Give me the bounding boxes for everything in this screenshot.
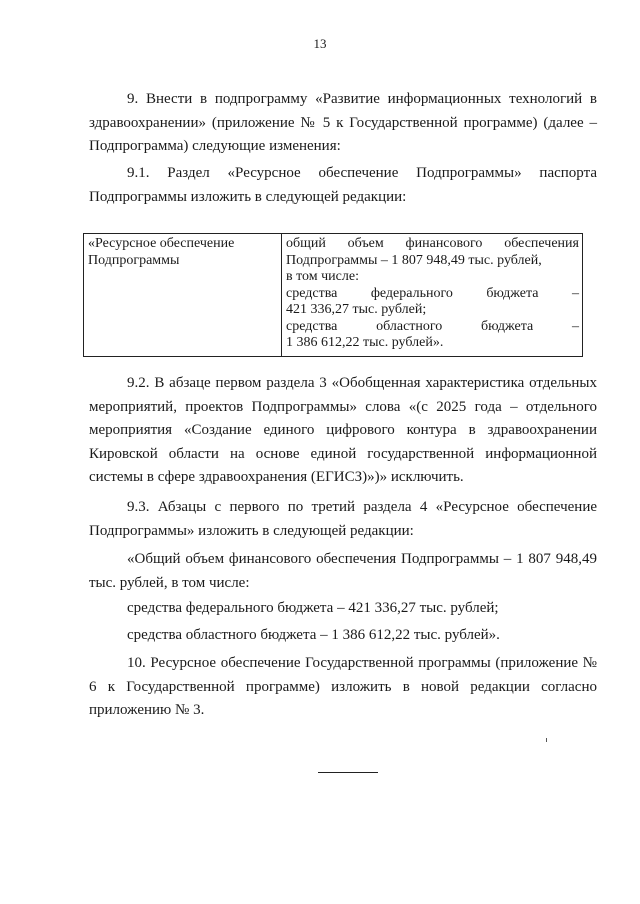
paragraph-9 (89, 88, 597, 159)
scan-mark (546, 738, 547, 742)
word: – (572, 318, 579, 334)
word: финансового (405, 236, 483, 251)
table-line: Подпрограммы – 1 807 948,49 тыс. рублей, (286, 252, 542, 268)
word: областного (376, 318, 443, 334)
table-line: 421 336,27 тыс. рублей; (286, 302, 427, 317)
paragraph-federal-funds-text: средства федерального бюджета – 421 336,27 тыс. рублей; (127, 600, 499, 616)
end-separator-line (318, 772, 378, 773)
word: средства (286, 318, 338, 334)
paragraph-10-text: 10. Ресурсное обеспечение Государственной программы (приложение № 6 к Государственной программе) изложить в новой редакции согласно приложению № 3. (89, 655, 597, 718)
word: обеспечения (504, 236, 579, 251)
table-line: 1 386 612,22 тыс. рублей». (286, 335, 444, 350)
word: федерального (370, 285, 453, 301)
word: – (571, 285, 579, 301)
table-line-justified (286, 319, 579, 336)
table-row (84, 234, 583, 357)
resource-table (83, 233, 583, 357)
table-line-justified (286, 286, 579, 303)
word: общий (286, 236, 326, 251)
word: бюджета (481, 318, 534, 334)
paragraph-regional-funds (89, 624, 597, 648)
paragraph-total-funding (89, 548, 597, 595)
paragraph-10 (89, 652, 597, 723)
paragraph-total-funding-text: «Общий объем финансового обеспечения Подпрограммы – 1 807 948,49 тыс. рублей, в том числе: (89, 551, 597, 591)
paragraph-9-2-text: 9.2. В абзаце первом раздела 3 «Обобщенная характеристика отдельных мероприятий, проектов Подпрограммы» слова «(с 2025 года – отдельного мероприятия «Создание единого цифрового контура в здравоохранении Кировской области на основе единой государственной информационной системы в сфере здравоохранения (ЕГИСЗ)»)» исключить. (89, 375, 597, 485)
paragraph-regional-funds-text: средства областного бюджета – 1 386 612,22 тыс. рублей». (127, 627, 500, 643)
word: средства (286, 285, 338, 301)
table-left-cell: «Ресурсное обеспечение Подпрограммы (84, 234, 282, 357)
table-line-justified (286, 236, 579, 253)
paragraph-9-3 (89, 496, 597, 543)
table-line: в том числе: (286, 269, 359, 284)
paragraph-federal-funds (89, 597, 597, 621)
paragraph-9-text: 9. Внести в подпрограмму «Развитие информационных технологий в здравоохранении» (приложение № 5 к Государственной программе) (далее – Подпрограмма) следующие изменения: (89, 91, 597, 154)
page-number: 13 (313, 36, 327, 51)
paragraph-9-3-text: 9.3. Абзацы с первого по третий раздела 4 «Ресурсное обеспечение Подпрограммы» изложить в следующей редакции: (89, 499, 597, 539)
word: объем (347, 236, 384, 251)
paragraph-9-1-text: 9.1. Раздел «Ресурсное обеспечение Подпрограммы» паспорта Подпрограммы изложить в следующей редакции: (89, 165, 597, 205)
paragraph-9-2 (89, 372, 597, 490)
paragraph-9-1 (89, 162, 597, 209)
table-right-cell (282, 234, 583, 357)
word: бюджета (486, 285, 539, 301)
